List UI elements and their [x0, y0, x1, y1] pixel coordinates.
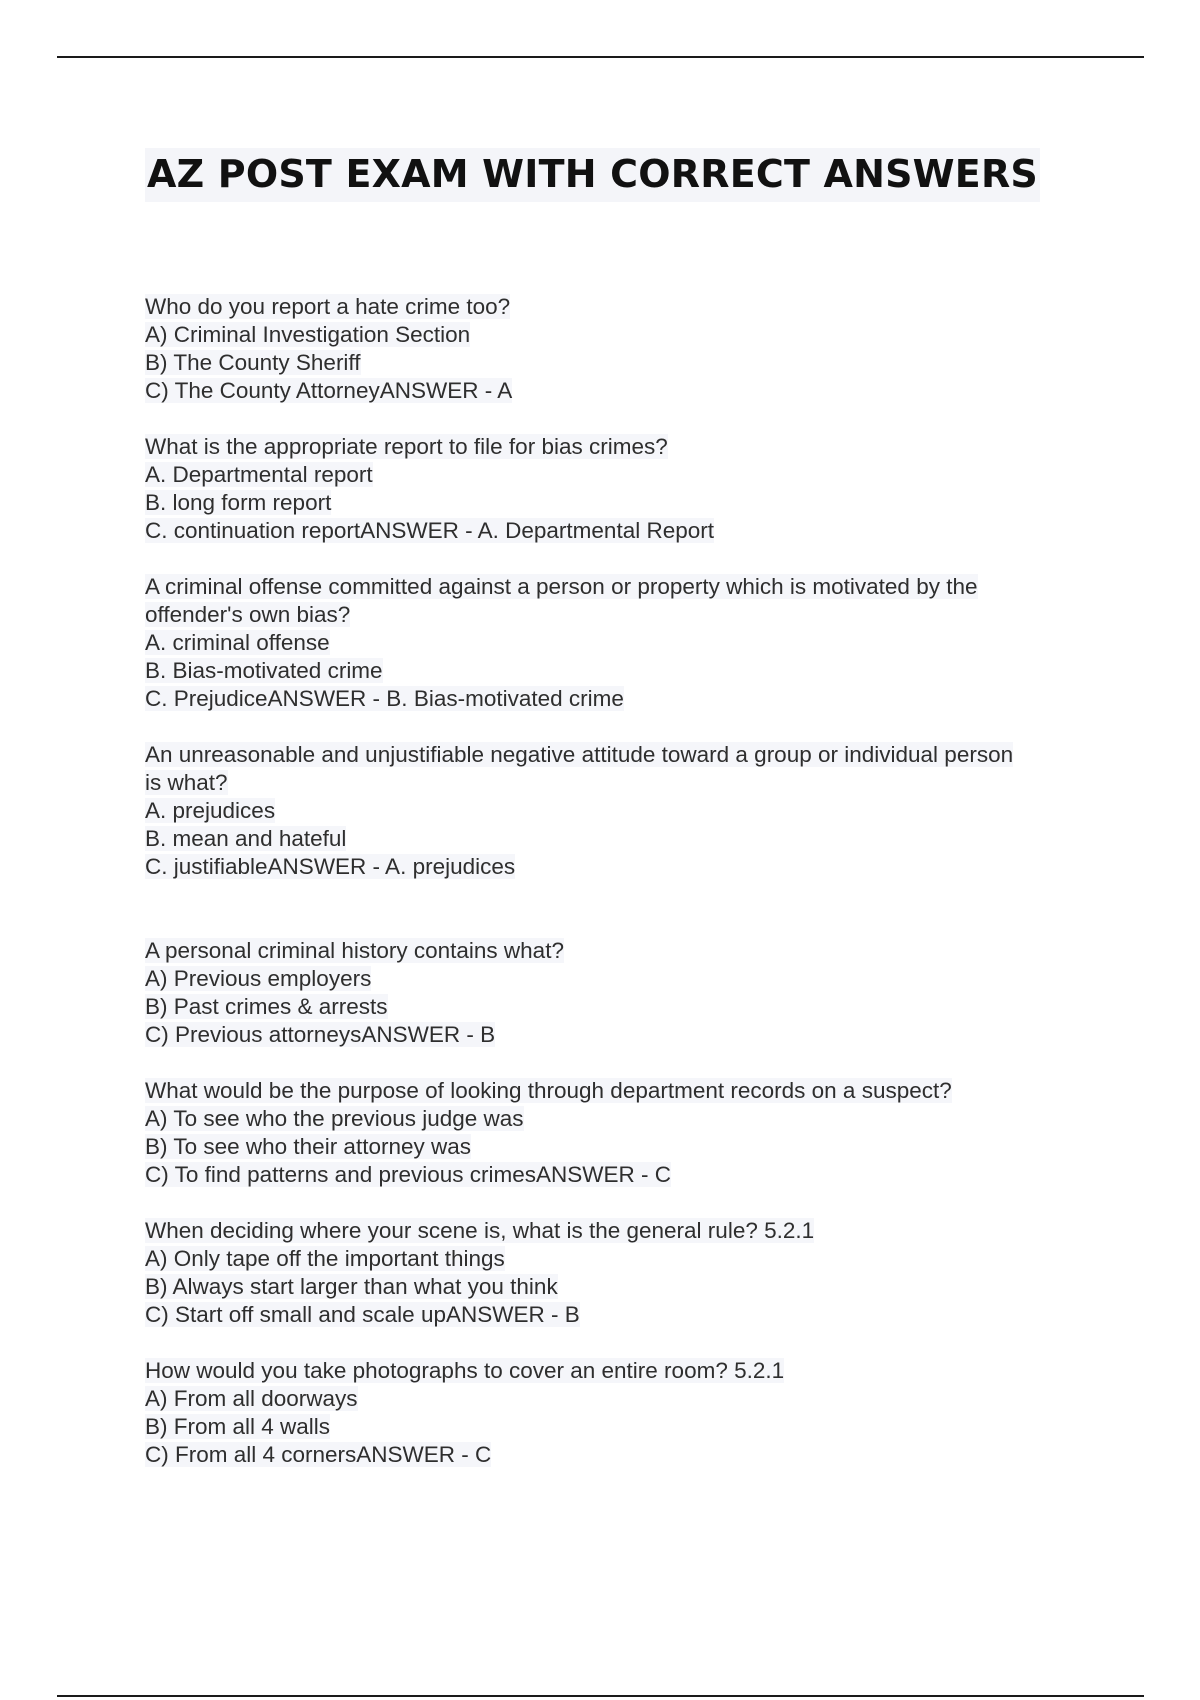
question-text: How would you take photographs to cover an entire room? 5.2.1 — [145, 1358, 785, 1383]
answer-option: B. long form report — [145, 490, 332, 515]
top-rule — [57, 56, 1144, 58]
answer-option: B) Past crimes & arrests — [145, 994, 388, 1019]
answer-option: A) Only tape off the important things — [145, 1246, 505, 1271]
question-text: A criminal offense committed against a person or property which is motivated by the — [145, 574, 978, 599]
question-block — [145, 1077, 1085, 1189]
question-block — [145, 1357, 1085, 1469]
answer-option: C. continuation reportANSWER - A. Departmental Report — [145, 518, 714, 543]
question-text: is what? — [145, 770, 228, 795]
document-title: AZ POST EXAM WITH CORRECT ANSWERS — [145, 148, 1040, 202]
answer-option: B. Bias-motivated crime — [145, 658, 383, 683]
question-block — [145, 433, 1085, 545]
question-block — [145, 293, 1085, 405]
answer-option: B) Always start larger than what you think — [145, 1274, 558, 1299]
answer-option: A. Departmental report — [145, 462, 373, 487]
question-block — [145, 741, 1085, 881]
answer-option: B) To see who their attorney was — [145, 1134, 471, 1159]
question-text: What is the appropriate report to file for bias crimes? — [145, 434, 668, 459]
answer-option: B. mean and hateful — [145, 826, 347, 851]
answer-option: A) From all doorways — [145, 1386, 358, 1411]
answer-option: A) Previous employers — [145, 966, 372, 991]
question-text: When deciding where your scene is, what is the general rule? 5.2.1 — [145, 1218, 815, 1243]
question-text: An unreasonable and unjustifiable negative attitude toward a group or individual person — [145, 742, 1014, 767]
answer-option: C) Start off small and scale upANSWER - B — [145, 1302, 580, 1327]
answer-option: B) From all 4 walls — [145, 1414, 331, 1439]
bottom-rule — [57, 1695, 1144, 1697]
answer-option: C. justifiableANSWER - A. prejudices — [145, 854, 516, 879]
question-text: offender's own bias? — [145, 602, 351, 627]
question-block — [145, 573, 1085, 713]
answer-option: C) From all 4 cornersANSWER - C — [145, 1442, 492, 1467]
question-text: Who do you report a hate crime too? — [145, 294, 511, 319]
answer-option: C) To find patterns and previous crimesANSWER - C — [145, 1162, 672, 1187]
answer-option: A. criminal offense — [145, 630, 330, 655]
question-text: A personal criminal history contains what? — [145, 938, 564, 963]
answer-option: A) To see who the previous judge was — [145, 1106, 524, 1131]
answer-option: C. PrejudiceANSWER - B. Bias-motivated crime — [145, 686, 624, 711]
answer-option: C) Previous attorneysANSWER - B — [145, 1022, 496, 1047]
answer-option: C) The County AttorneyANSWER - A — [145, 378, 513, 403]
answer-option: A) Criminal Investigation Section — [145, 322, 471, 347]
question-text: What would be the purpose of looking through department records on a suspect? — [145, 1078, 952, 1103]
question-list — [145, 293, 1085, 1497]
question-block — [145, 1217, 1085, 1329]
answer-option: B) The County Sheriff — [145, 350, 361, 375]
answer-option: A. prejudices — [145, 798, 276, 823]
question-block — [145, 937, 1085, 1049]
